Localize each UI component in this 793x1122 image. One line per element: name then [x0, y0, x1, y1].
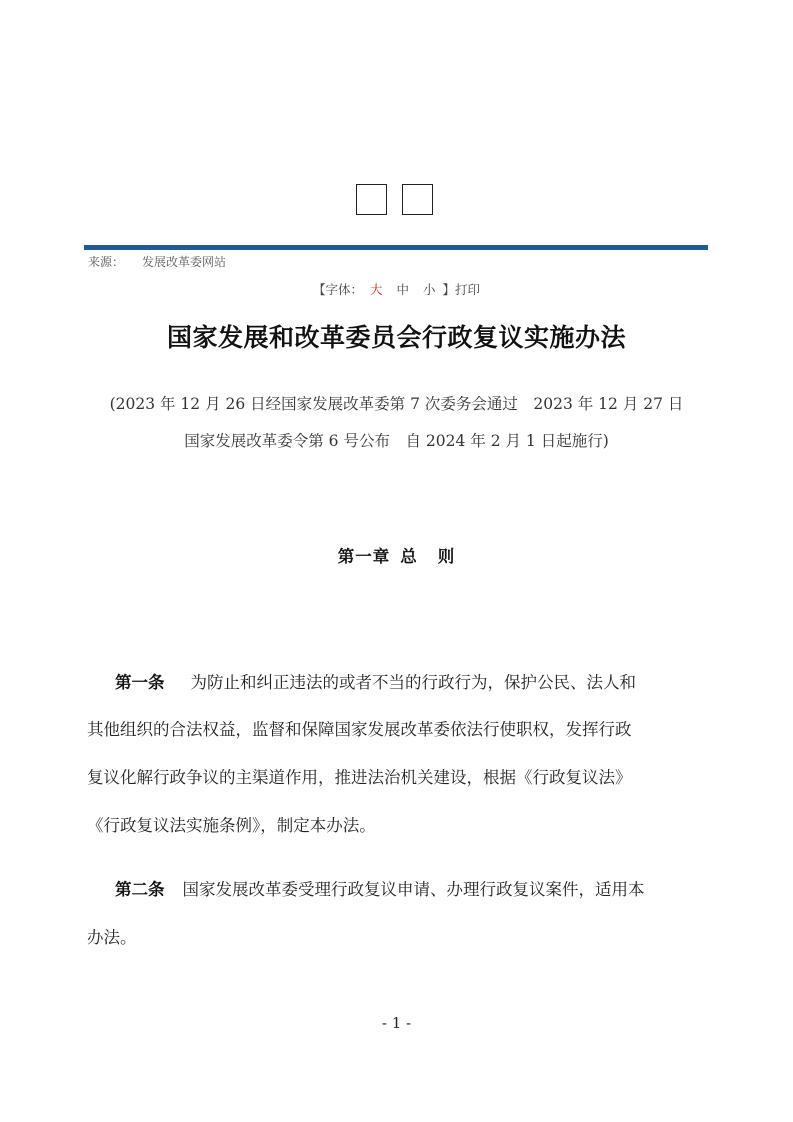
article-2-line-1	[87, 876, 645, 900]
placeholder-boxes	[356, 184, 433, 215]
header-rule	[84, 245, 708, 250]
article-2-head: 第二条	[115, 880, 165, 899]
page-number: - 1 -	[381, 1014, 412, 1032]
source-line	[88, 253, 226, 270]
document-title: 国家发展和改革委员会行政复议实施办法	[166, 323, 626, 352]
font-size-bar	[0, 280, 793, 298]
article-1-line-4: 《行政复议法实施条例》，制定本办法。	[87, 816, 376, 835]
article-1-line-3: 复议化解行政争议的主渠道作用，推进法治机关建设，根据《行政复议法》	[87, 768, 632, 787]
font-size-large-button[interactable]: 大	[369, 282, 383, 297]
font-size-small-button[interactable]: 小	[423, 282, 436, 297]
subtitle-line-2: 国家发展改革委令第 6 号公布 自 2024 年 2 月 1 日起施行)	[184, 432, 609, 450]
article-1-line-2: 其他组织的合法权益，监督和保障国家发展改革委依法行使职权，发挥行政	[87, 720, 632, 739]
subtitle-line-1: (2023 年 12 月 26 日经国家发展改革委第 7 次委务会通过 2023 年 12 月 27 日	[109, 395, 684, 413]
chapter-name-2: 则	[437, 547, 456, 566]
font-bar-open: 【字体：	[312, 282, 363, 297]
square-glyph-icon	[402, 184, 433, 215]
chapter-heading	[0, 543, 793, 567]
article-1-line-1	[87, 669, 636, 693]
article-1-text-1: 为防止和纠正违法的或者不当的行政行为，保护公民、法人和	[190, 673, 636, 692]
source-value: 发展改革委网站	[142, 255, 227, 269]
article-1-head: 第一条	[115, 673, 165, 692]
print-button[interactable]: 打印	[455, 282, 481, 297]
source-label: 来源：	[88, 255, 125, 269]
square-glyph-icon	[356, 184, 387, 215]
font-size-medium-button[interactable]: 中	[396, 282, 409, 297]
font-bar-close: 】	[442, 282, 456, 297]
article-2-text-1: 国家发展改革委受理行政复议申请、办理行政复议案件，适用本	[182, 880, 645, 899]
article-2-line-2: 办法。	[87, 928, 137, 947]
chapter-label: 第一章	[337, 547, 391, 566]
chapter-name-1: 总	[400, 547, 418, 566]
